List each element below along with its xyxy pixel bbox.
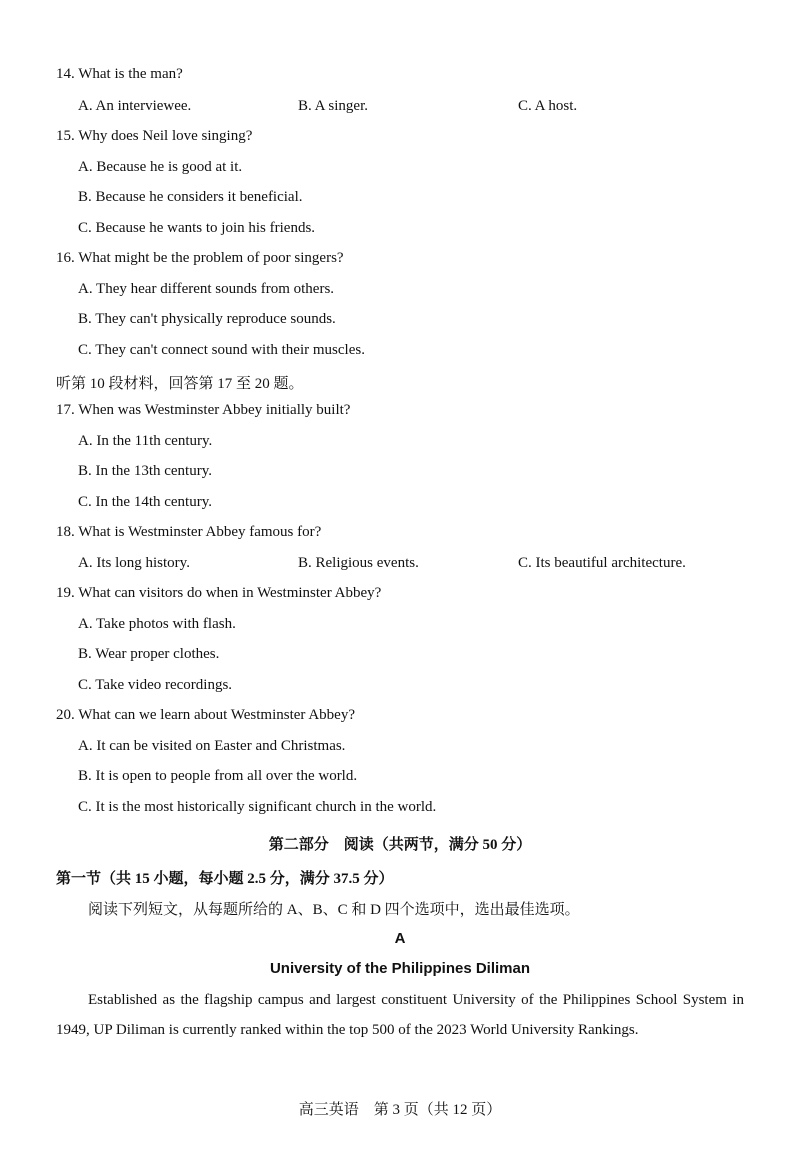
part-two-title: 第二部分 阅读（共两节，满分 50 分）: [268, 837, 532, 853]
question-20: 20. What can we learn about Westminster Abbey?: [56, 707, 355, 723]
option-20-a: A. It can be visited on Easter and Christmas.: [78, 738, 346, 754]
section-one-instruction: 阅读下列短文，从每题所给的 A、B、C 和 D 四个选项中，选出最佳选项。: [88, 902, 580, 918]
page-footer: 高三英语 第 3 页（共 12 页）: [298, 1102, 502, 1118]
question-16: 16. What might be the problem of poor singers?: [56, 250, 344, 266]
option-16-c: C. They can't connect sound with their muscles.: [78, 342, 365, 358]
question-14: 14. What is the man?: [56, 66, 183, 82]
option-18-a: A. Its long history.: [78, 555, 190, 571]
section-one-title: 第一节（共 15 小题，每小题 2.5 分，满分 37.5 分）: [56, 871, 394, 887]
question-19: 19. What can visitors do when in Westminster Abbey?: [56, 585, 382, 601]
option-20-b: B. It is open to people from all over the world.: [78, 768, 358, 784]
option-15-b: B. Because he considers it beneficial.: [78, 189, 303, 205]
option-14-a: A. An interviewee.: [78, 98, 192, 114]
option-18-b: B. Religious events.: [298, 555, 419, 571]
passage-letter: A: [394, 930, 406, 947]
option-14-c: C. A host.: [518, 98, 578, 114]
option-17-c: C. In the 14th century.: [78, 494, 212, 510]
option-14-b: B. A singer.: [298, 98, 369, 114]
option-19-c: C. Take video recordings.: [78, 677, 233, 693]
option-20-c: C. It is the most historically significant church in the world.: [78, 799, 437, 815]
question-15: 15. Why does Neil love singing?: [56, 128, 253, 144]
option-19-b: B. Wear proper clothes.: [78, 646, 220, 662]
option-16-a: A. They hear different sounds from others.: [78, 281, 335, 297]
option-15-a: A. Because he is good at it.: [78, 159, 243, 175]
option-18-c: C. Its beautiful architecture.: [518, 555, 686, 571]
passage-title: University of the Philippines Diliman: [269, 960, 531, 977]
material-intro: 听第 10 段材料，回答第 17 至 20 题。: [56, 376, 304, 392]
option-17-b: B. In the 13th century.: [78, 463, 212, 479]
option-19-a: A. Take photos with flash.: [78, 616, 236, 632]
passage-paragraph: Established as the flagship campus and largest constituent University of the Philippines School System in 1949, UP Diliman is currently ranked within the top 500 of the 2023 World University Rankings.: [56, 992, 744, 1038]
question-17: 17. When was Westminster Abbey initially built?: [56, 402, 351, 418]
option-17-a: A. In the 11th century.: [78, 433, 213, 449]
question-18: 18. What is Westminster Abbey famous for?: [56, 524, 322, 540]
option-15-c: C. Because he wants to join his friends.: [78, 220, 316, 236]
option-16-b: B. They can't physically reproduce sounds.: [78, 311, 336, 327]
